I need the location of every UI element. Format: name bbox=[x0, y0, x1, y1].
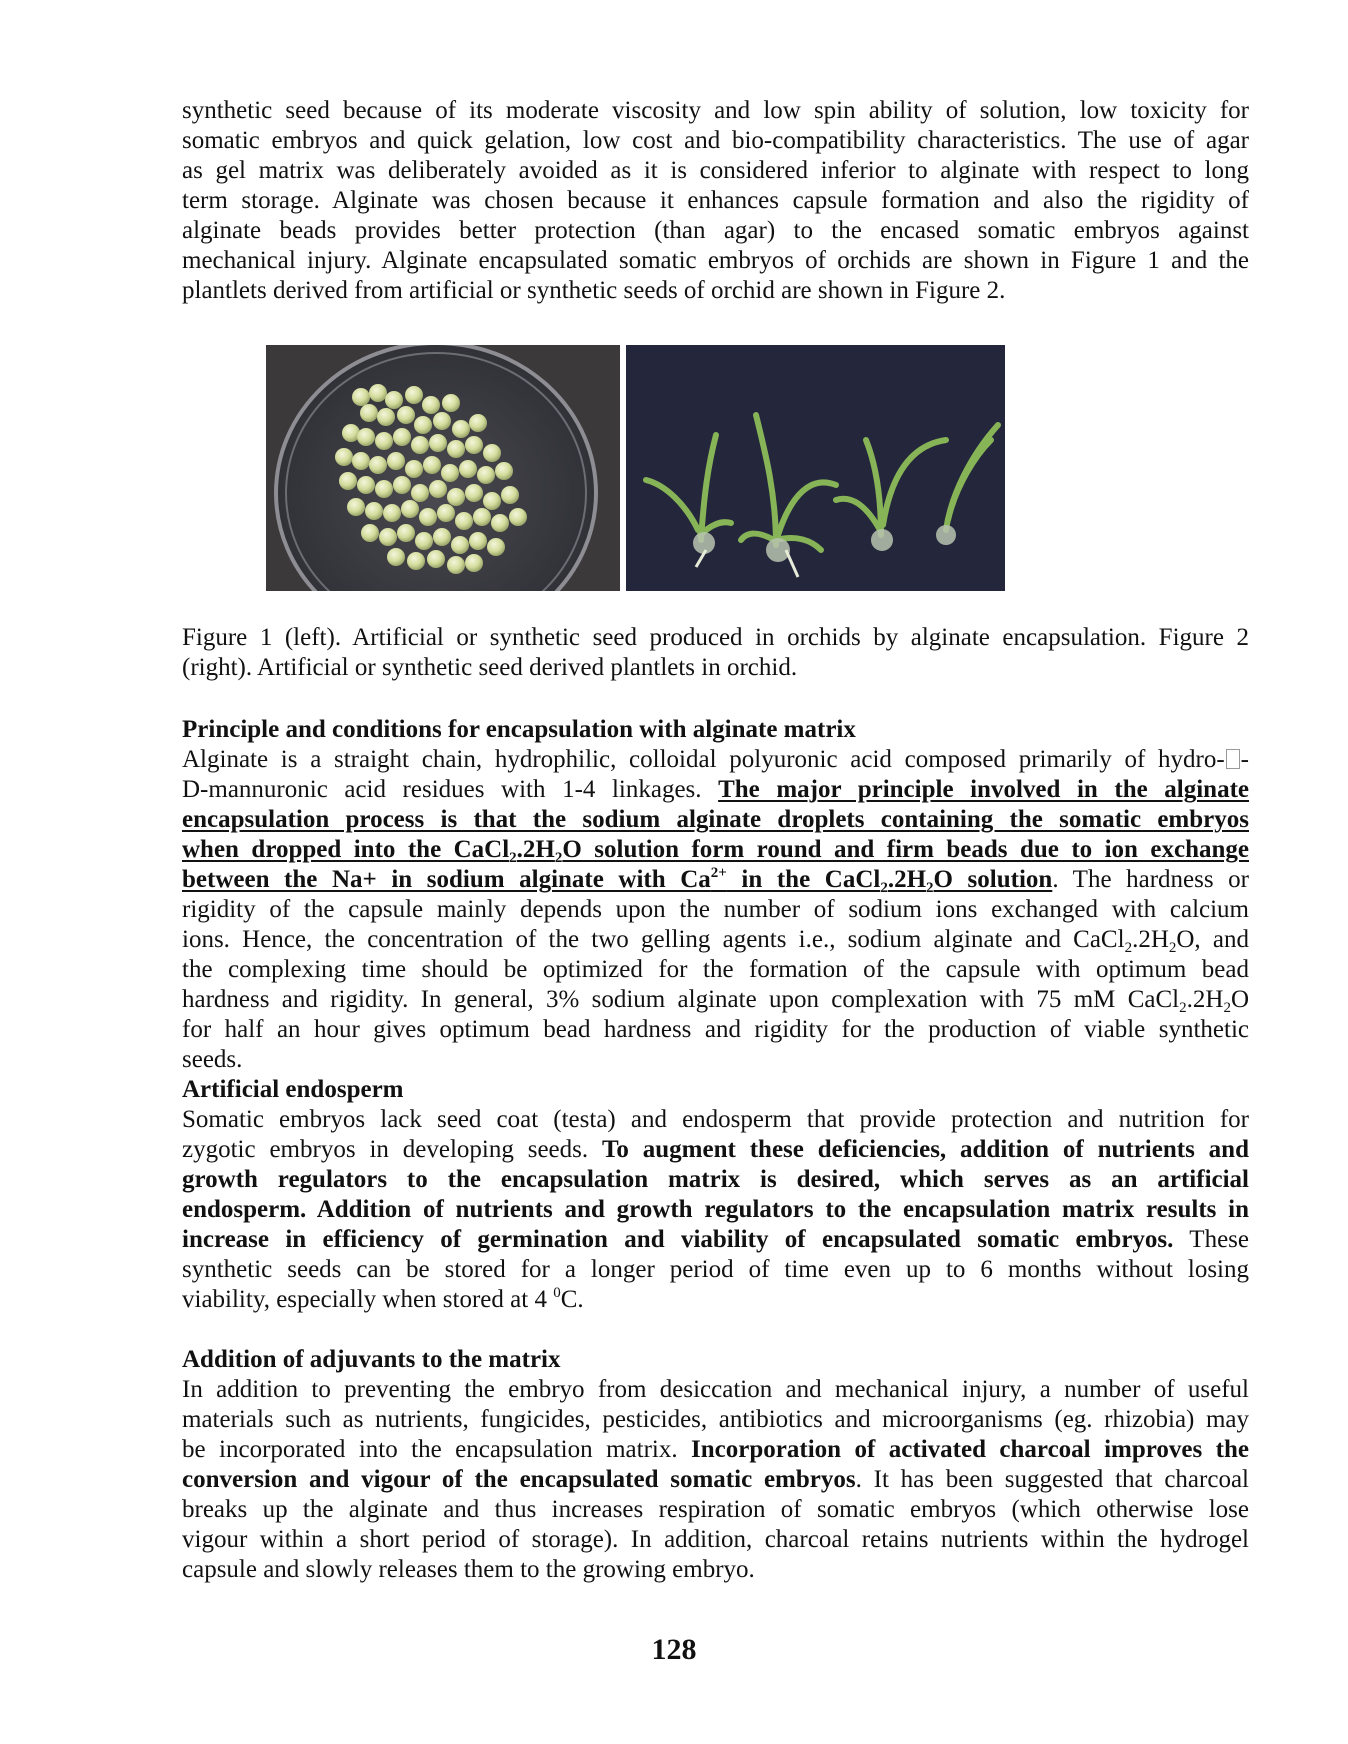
text-line bbox=[182, 1285, 1249, 1315]
subscript: 2 bbox=[1168, 940, 1177, 955]
text-run: .2H bbox=[516, 836, 555, 863]
key-principle-text: The major principle involved in the alginate bbox=[718, 776, 1249, 803]
missing-glyph-icon bbox=[1226, 749, 1240, 769]
text-run: .2H bbox=[1132, 926, 1169, 953]
text-line bbox=[182, 1225, 1249, 1255]
emphasis-text: Incorporation of activated charcoal improves the bbox=[691, 1436, 1249, 1463]
text-line: somatic embryos and quick gelation, low cost and bio-compatibility characteristics. The use of agar bbox=[182, 127, 1249, 154]
text-line: as gel matrix was deliberately avoided as it is considered inferior to alginate with respect to long bbox=[182, 157, 1249, 184]
figure-caption bbox=[182, 623, 1249, 683]
section-heading: Addition of adjuvants to the matrix bbox=[182, 1346, 561, 1373]
text-line: growth regulators to the encapsulation matrix is desired, which serves as an artificial bbox=[182, 1166, 1249, 1193]
text-line: capsule and slowly releases them to the growing embryo. bbox=[182, 1556, 755, 1583]
emphasis-text: To augment these deficiencies, addition of nutrients and bbox=[602, 1136, 1249, 1163]
text-line: seeds. bbox=[182, 1046, 243, 1073]
text-line bbox=[182, 1135, 1249, 1165]
text-line: endosperm. Addition of nutrients and growth regulators to the encapsulation matrix results in bbox=[182, 1196, 1249, 1223]
text-line: In addition to preventing the embryo from desiccation and mechanical injury, a number of useful bbox=[182, 1376, 1249, 1403]
key-principle-text bbox=[182, 866, 1052, 893]
text-line: plantlets derived from artificial or synthetic seeds of orchid are shown in Figure 2. bbox=[182, 277, 1006, 304]
text-line bbox=[182, 745, 1249, 775]
emphasis-text: increase in efficiency of germination and viability of encapsulated somatic embryos. bbox=[182, 1226, 1174, 1253]
text-run: viability, especially when stored at 4 bbox=[182, 1286, 554, 1313]
superscript: 2+ bbox=[710, 865, 727, 881]
key-principle-text: encapsulation process is that the sodium alginate droplets containing the somatic embryos bbox=[182, 806, 1249, 833]
text-line: alginate beads provides better protection (than agar) to the encased somatic embryos against bbox=[182, 217, 1249, 244]
text-run: ions. Hence, the concentration of the two gelling agents i.e., sodium alginate and CaCl bbox=[182, 926, 1125, 953]
subscript: 2 bbox=[926, 880, 934, 895]
section-adjuvants bbox=[182, 1345, 1249, 1585]
key-principle-text bbox=[182, 836, 1249, 863]
text-run: zygotic embryos in developing seeds. bbox=[182, 1136, 603, 1163]
figure-2-plantlets-photo bbox=[626, 345, 1005, 591]
text-run: . It has been suggested that charcoal bbox=[855, 1466, 1249, 1493]
text-line: mechanical injury. Alginate encapsulated somatic embryos of orchids are shown in Figure 1 and the bbox=[182, 247, 1249, 274]
section-heading: Principle and conditions for encapsulation with alginate matrix bbox=[182, 716, 856, 743]
text-run: O, and bbox=[1176, 926, 1249, 953]
text-line bbox=[182, 1435, 1249, 1465]
figure-1-synthetic-seeds-photo bbox=[266, 345, 620, 591]
section-artificial-endosperm bbox=[182, 1075, 1249, 1315]
text-run: Alginate is a straight chain, hydrophilic, colloidal polyuronic acid composed primarily of hydro- bbox=[182, 746, 1225, 773]
orchid-plantlets-image bbox=[626, 345, 1005, 591]
text-run: These bbox=[1173, 1226, 1249, 1253]
text-run: - bbox=[1240, 746, 1249, 773]
text-run: D-mannuronic acid residues with 1-4 linkages. bbox=[182, 776, 719, 803]
text-run: O solution form round and firm beads due to ion exchange bbox=[562, 836, 1249, 863]
text-line bbox=[182, 985, 1249, 1015]
text-line: synthetic seed because of its moderate viscosity and low spin ability of solution, low toxicity for bbox=[182, 97, 1249, 124]
text-line: materials such as nutrients, fungicides, pesticides, antibiotics and microorganisms (eg. rhizobia) may bbox=[182, 1406, 1249, 1433]
text-line bbox=[182, 775, 1249, 805]
text-line: synthetic seeds can be stored for a longer period of time even up to 6 months without losing bbox=[182, 1256, 1249, 1283]
text-run: when dropped into the CaCl bbox=[182, 836, 510, 863]
page-number: 128 bbox=[651, 1633, 697, 1666]
section-principle bbox=[182, 715, 1249, 1075]
text-run: O solution bbox=[933, 866, 1053, 893]
text-line bbox=[182, 835, 1249, 865]
subscript: 2 bbox=[554, 850, 563, 865]
caption-line: Figure 1 (left). Artificial or synthetic seed produced in orchids by alginate encapsulation. Figure 2 bbox=[182, 624, 1249, 651]
subscript: 2 bbox=[1223, 1000, 1231, 1015]
text-run: hardness and rigidity. In general, 3% sodium alginate upon complexation with 75 mM CaCl bbox=[182, 986, 1180, 1013]
subscript: 2 bbox=[509, 850, 517, 865]
text-run: O bbox=[1230, 986, 1249, 1013]
superscript: 0 bbox=[553, 1285, 561, 1301]
section-heading: Artificial endosperm bbox=[182, 1076, 404, 1103]
text-line: rigidity of the capsule mainly depends upon the number of sodium ions exchanged with calcium bbox=[182, 896, 1249, 923]
petri-dish-beads-image bbox=[266, 345, 620, 591]
text-line: Somatic embryos lack seed coat (testa) and endosperm that provide protection and nutrition for bbox=[182, 1106, 1249, 1133]
text-run: between the Na+ in sodium alginate with Ca bbox=[182, 866, 711, 893]
text-line: term storage. Alginate was chosen because it enhances capsule formation and also the rigidity of bbox=[182, 187, 1249, 214]
text-run: .2H bbox=[887, 866, 927, 893]
text-line bbox=[182, 805, 1249, 835]
text-line: breaks up the alginate and thus increases respiration of somatic embryos (which otherwise lose bbox=[182, 1496, 1249, 1523]
text-run: in the CaCl bbox=[726, 866, 881, 893]
subscript: 2 bbox=[1124, 940, 1133, 955]
text-line: vigour within a short period of storage). In addition, charcoal retains nutrients within the hydrogel bbox=[182, 1526, 1249, 1553]
caption-line: (right). Artificial or synthetic seed derived plantlets in orchid. bbox=[182, 654, 798, 681]
text-line bbox=[182, 1465, 1249, 1495]
intro-paragraph bbox=[182, 96, 1249, 306]
text-run: . The hardness or bbox=[1052, 866, 1249, 893]
text-run: C. bbox=[560, 1286, 584, 1313]
text-run: .2H bbox=[1186, 986, 1224, 1013]
text-run: be incorporated into the encapsulation matrix. bbox=[182, 1436, 692, 1463]
text-line: for half an hour gives optimum bead hardness and rigidity for the production of viable synthetic bbox=[182, 1016, 1249, 1043]
subscript: 2 bbox=[880, 880, 888, 895]
subscript: 2 bbox=[1179, 1000, 1187, 1015]
text-line bbox=[182, 925, 1249, 955]
emphasis-text: conversion and vigour of the encapsulated somatic embryos bbox=[182, 1466, 856, 1493]
text-line bbox=[182, 865, 1249, 895]
text-line: the complexing time should be optimized for the formation of the capsule with optimum bead bbox=[182, 956, 1249, 983]
